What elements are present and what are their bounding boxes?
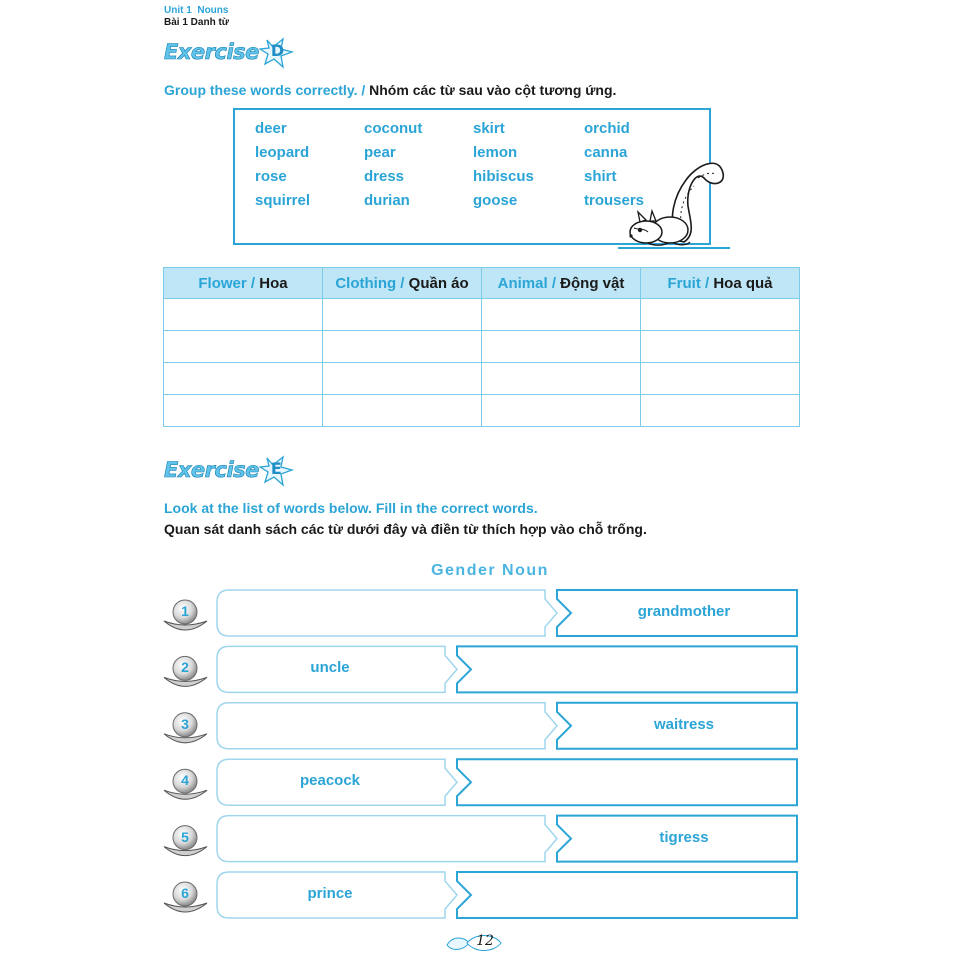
column-header-vi: Quần áo xyxy=(408,274,469,292)
row-number: 3 xyxy=(181,715,189,732)
word: hibiscus xyxy=(473,168,534,185)
unit-title: Nouns xyxy=(197,5,229,16)
word: trousers xyxy=(584,192,645,209)
column-header-en: Clothing / xyxy=(335,274,405,292)
row-number: 2 xyxy=(181,659,189,676)
exercise-e-letter: E xyxy=(270,459,282,478)
column-header-en: Fruit / xyxy=(667,274,710,292)
unit-label: Unit 1 xyxy=(164,5,192,16)
word: skirt xyxy=(473,120,505,137)
word: coconut xyxy=(364,120,423,137)
column-header-vi: Động vật xyxy=(560,274,625,292)
lesson-title: Bài 1 Danh từ xyxy=(164,17,230,28)
column-header-en: Flower / xyxy=(198,274,256,292)
instruction-d-vi: Nhóm các từ sau vào cột tương ứng. xyxy=(369,82,617,98)
instruction-e-vi: Quan sát danh sách các từ dưới đây và điền từ thích hợp vào chỗ trống. xyxy=(164,521,647,537)
instruction-e-en: Look at the list of words below. Fill in the correct words. xyxy=(164,500,538,516)
exercise-d-label: Exercise xyxy=(164,40,259,64)
column-header-en: Animal / xyxy=(497,274,556,292)
left-answer-text[interactable]: peacock xyxy=(299,772,361,790)
column-header-vi: Hoa quả xyxy=(713,274,773,292)
left-answer-text[interactable]: uncle xyxy=(310,659,350,677)
row-number: 1 xyxy=(181,603,189,619)
word: leopard xyxy=(255,144,310,161)
word: pear xyxy=(364,144,396,161)
word: dress xyxy=(364,168,405,185)
exercise-d-letter: D xyxy=(270,41,284,60)
word: canna xyxy=(584,144,628,161)
right-answer-text[interactable]: tigress xyxy=(659,828,709,846)
word: squirrel xyxy=(255,192,311,209)
left-answer-text[interactable]: prince xyxy=(307,885,353,902)
gender-noun-title: Gender Noun xyxy=(431,562,549,579)
right-answer-text[interactable]: grandmother xyxy=(637,603,731,620)
word: shirt xyxy=(584,168,617,185)
right-answer-text[interactable]: waitress xyxy=(653,715,715,733)
word: goose xyxy=(473,192,518,209)
page-number: 12 xyxy=(476,933,494,949)
row-number: 5 xyxy=(181,828,189,845)
word: rose xyxy=(255,168,287,185)
row-number: 4 xyxy=(181,772,189,789)
instruction-d-en: Group these words correctly. / xyxy=(164,82,366,98)
word: lemon xyxy=(473,144,518,161)
word: orchid xyxy=(584,120,630,137)
word: deer xyxy=(255,120,287,137)
word: durian xyxy=(364,192,410,209)
row-number: 6 xyxy=(181,885,189,901)
exercise-e-label: Exercise xyxy=(164,458,259,482)
column-header-vi: Hoa xyxy=(259,274,288,292)
